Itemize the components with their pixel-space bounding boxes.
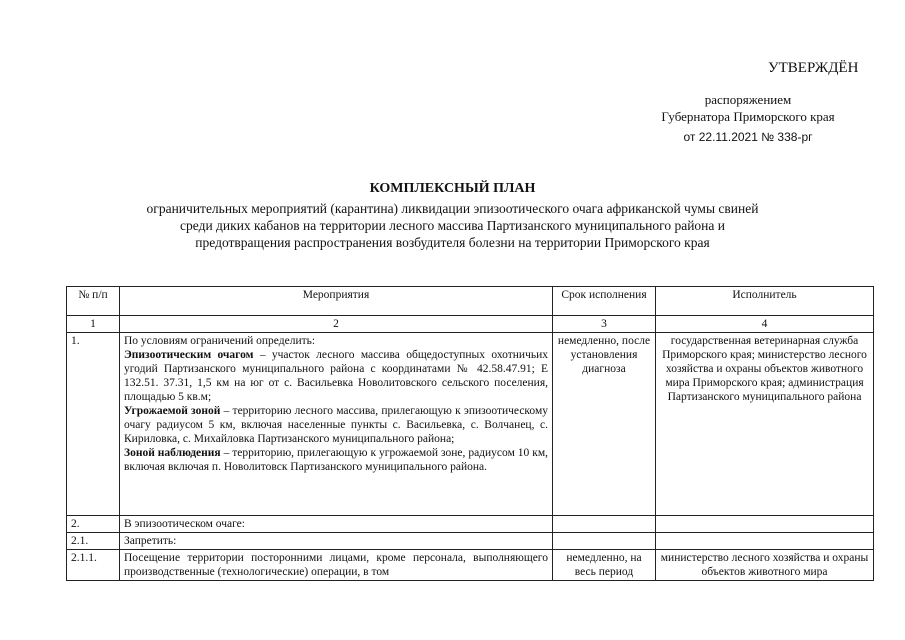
column-number-row [67, 316, 874, 333]
row-number: 2. [67, 516, 120, 533]
row-term: немедленно, после установления диагноза [553, 333, 656, 516]
col-number-1: 1 [67, 316, 120, 333]
plan-table [66, 286, 874, 581]
row-number: 2.1.1. [67, 550, 120, 581]
header-measures: Мероприятия [120, 287, 553, 316]
row-term-empty [553, 516, 656, 533]
row-executor-empty [656, 516, 874, 533]
approval-title: УТВЕРЖДЁН [768, 60, 859, 76]
row1-threat-paragraph [124, 404, 548, 446]
header-executor: Исполнитель [656, 287, 874, 316]
row1-intro: По условиям ограничений определить: [124, 335, 316, 347]
table-header-row [67, 287, 874, 316]
subtitle-line-3: предотвращения распространения возбудителя болезни на территории Приморского края [195, 235, 710, 250]
col-number-4: 4 [656, 316, 874, 333]
observation-term: Зоной наблюдения [124, 447, 221, 459]
approval-block [633, 60, 863, 146]
row-term: немедленно, на весь период [553, 550, 656, 581]
row-number: 2.1. [67, 533, 120, 550]
table-row [67, 550, 874, 581]
threat-text: – территорию лесного массива, прилегающую к эпизоотическому очагу радиусом 5 км, включая населенные пункты с. Васильевка, с. Волчанец, с. Кириловка, с. Михайловка Партизанского муниципального района; [124, 405, 548, 445]
row1-observation-paragraph [124, 446, 548, 474]
approval-line-2: Губернатора Приморского края [661, 109, 835, 124]
row-subsection-title: Запретить: [120, 533, 553, 550]
row1-focus-paragraph [124, 348, 548, 404]
table-row [67, 333, 874, 516]
document-title: КОМПЛЕКСНЫЙ ПЛАН [369, 181, 536, 196]
row-executor: министерство лесного хозяйства и охраны объектов животного мира [656, 550, 874, 581]
col-number-2: 2 [120, 316, 553, 333]
row-term-empty [553, 533, 656, 550]
row-number: 1. [67, 333, 120, 516]
row-section-title: В эпизоотическом очаге: [120, 516, 553, 533]
observation-text: – территорию, прилегающую к угрожаемой зоне, радиусом 10 км, включая включая п. Новолитовск Партизанского муниципального района. [124, 447, 549, 473]
header-number: № п/п [67, 287, 120, 316]
row-executor-empty [656, 533, 874, 550]
row-measures [120, 333, 553, 516]
approval-line-3: от 22.11.2021 № 338-рг [683, 130, 813, 144]
table-row [67, 516, 874, 533]
approval-line-1: распоряжением [704, 92, 792, 107]
header-term: Срок исполнения [553, 287, 656, 316]
col-number-3: 3 [553, 316, 656, 333]
row-measures: Посещение территории посторонними лицами, кроме персонала, выполняющего производственные (технологические) операции, в том [120, 550, 553, 581]
focus-term: Эпизоотическим очагом [124, 349, 254, 361]
threat-term: Угрожаемой зоной [124, 405, 221, 417]
subtitle-line-2: среди диких кабанов на территории лесного массива Партизанского муниципального района и [180, 218, 725, 233]
table-row [67, 533, 874, 550]
document-subtitle [60, 200, 845, 251]
focus-text: – участок лесного массива общедоступных охотничьих угодий Партизанского муниципального района с координатами № 42.58.47.91; E 132.51. 37.31, 1,5 км на юг от с. Васильевка Новолитовского сельского поселения, площадью 5 кв.м; [124, 349, 549, 403]
row-executor: государственная ветеринарная служба Приморского края; министерство лесного хозяйства и охраны объектов животного мира Приморского края; администрация Партизанского муниципального района [656, 333, 874, 516]
subtitle-line-1: ограничительных мероприятий (карантина) ликвидации эпизоотического очага африканской чумы свиней [146, 201, 759, 216]
